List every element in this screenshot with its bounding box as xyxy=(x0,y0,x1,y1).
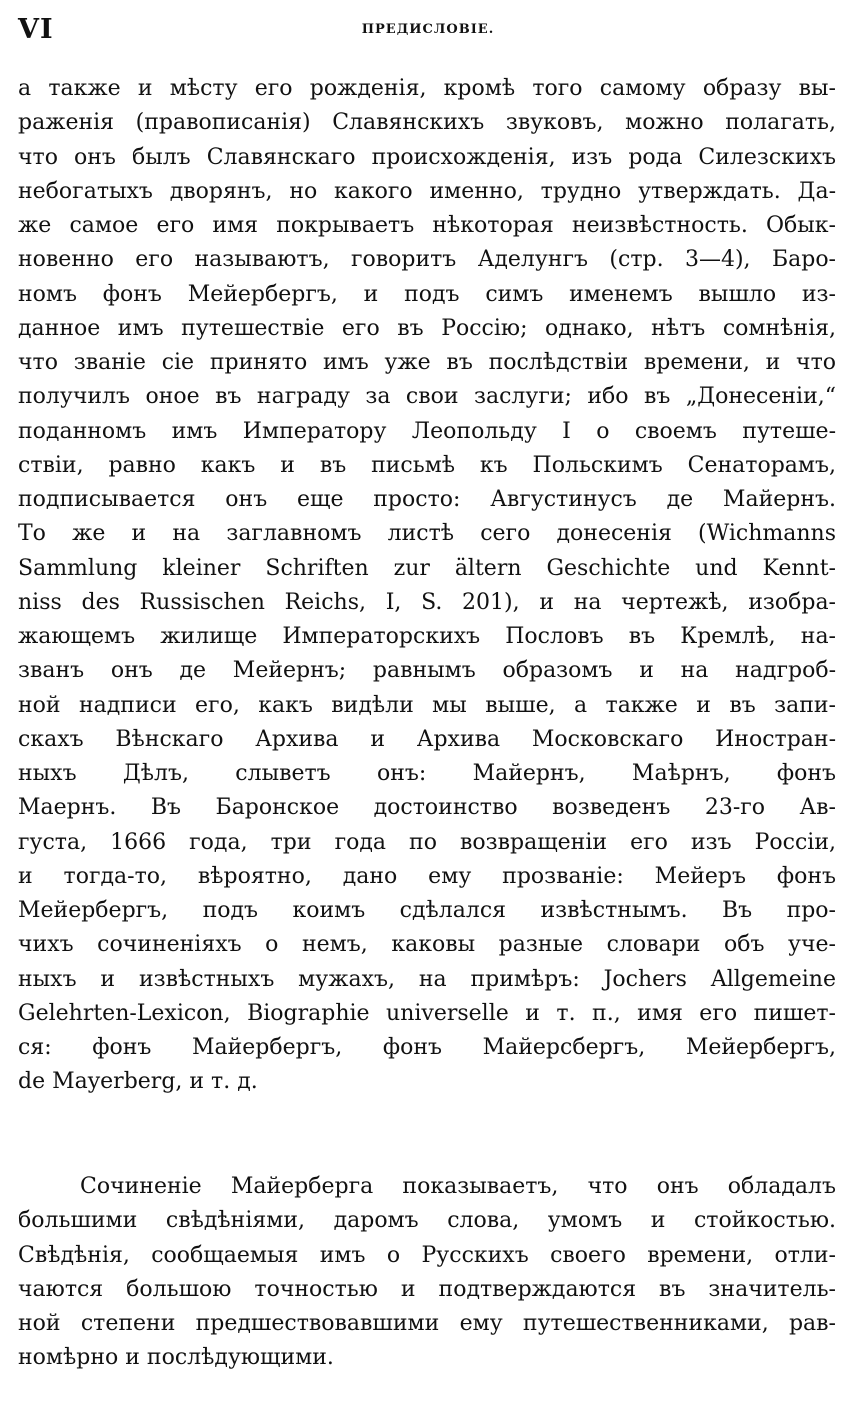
paragraph-2 xyxy=(18,1170,836,1376)
text-line: Маернъ. Въ Баронское достоинство возведенъ 23-го Ав- xyxy=(18,795,836,821)
text-line: получилъ оное въ награду за свои заслуги; ибо въ „Донесеніи,“ xyxy=(18,384,836,410)
text-line: Sammlung kleiner Schriften zur ältern Geschichte und Kennt- xyxy=(18,555,836,581)
text-line: de Mayerberg, и т. д. xyxy=(18,1069,258,1095)
text-line: Мейербергъ, подъ коимъ сдѣлался извѣстнымъ. Въ про- xyxy=(18,898,836,923)
text-line: ся: фонъ Майербергъ, фонъ Майерсбергъ, Мейербергъ, xyxy=(18,1035,836,1060)
text-line: чихъ сочиненіяхъ о немъ, каковы разные словари объ уче- xyxy=(18,932,836,958)
text-line: скахъ Вѣнскаго Архива и Архива Московскаго Иностран- xyxy=(18,726,836,752)
text-line: Gelehrten-Lexicon, Biographie universelle и т. п., имя его пишет- xyxy=(18,1000,836,1026)
text-line: ной степени предшествовавшими ему путешественниками, рав- xyxy=(18,1311,836,1336)
text-line: подписывается онъ еще просто: Августинусъ де Майернъ. xyxy=(18,487,836,512)
text-line: большими свѣдѣніями, даромъ слова, умомъ и стойкостью. xyxy=(18,1208,836,1234)
text-line: званъ онъ де Мейернъ; равнымъ образомъ и на надгроб- xyxy=(18,658,836,684)
text-line: же самое его имя покрываетъ нѣкоторая неизвѣстность. Обык- xyxy=(18,213,836,238)
text-line: чаются большою точностью и подтверждаются въ значитель- xyxy=(18,1276,836,1302)
text-line: номъ фонъ Мейербергъ, и подъ симъ именемъ вышло из- xyxy=(18,281,836,307)
text-line: Свѣдѣнія, сообщаемыя имъ о Русскихъ своего времени, отли- xyxy=(18,1242,836,1268)
text-line: данное имъ путешествіе его въ Россію; однако, нѣтъ сомнѣнія, xyxy=(18,315,836,341)
text-line: и тогда-то, вѣроятно, дано ему прозваніе: Мейеръ фонъ xyxy=(18,863,836,889)
text-line: номѣрно и послѣдующими. xyxy=(18,1345,334,1371)
text-line: раженія (правописанія) Славянскихъ звуковъ, можно полагать, xyxy=(18,110,836,136)
text-line: niss des Russischen Reichs, I, S. 201), и на чертежѣ, изобра- xyxy=(18,589,836,615)
text-line: жающемъ жилище Императорскихъ Пословъ въ Кремлѣ, на- xyxy=(18,624,836,649)
text-line: ныхъ Дѣлъ, слыветъ онъ: Майернъ, Маѣрнъ, фонъ xyxy=(18,761,836,786)
page-number: VI xyxy=(18,14,54,45)
paragraph-1 xyxy=(18,72,836,1100)
running-head: ПРЕДИСЛОВІЕ. xyxy=(361,22,495,37)
page-header xyxy=(18,14,838,50)
text-line: поданномъ имъ Императору Леопольду I о своемъ путеше- xyxy=(18,418,836,444)
text-line: густа, 1666 года, три года по возвращеніи его изъ Россіи, xyxy=(18,829,836,855)
text-line: Сочиненіе Майерберга показываетъ, что онъ обладалъ xyxy=(80,1174,836,1199)
text-line: а также и мѣсту его рожденія, кромѣ того самому образу вы- xyxy=(18,76,836,101)
text-line: новенно его называютъ, говоритъ Аделунгъ (стр. 3—4), Баро- xyxy=(18,247,836,273)
text-line: ной надписи его, какъ видѣли мы выше, а также и въ запи- xyxy=(18,692,836,718)
text-line: ныхъ и извѣстныхъ мужахъ, на примѣръ: Jochers Allgemeine xyxy=(18,966,836,992)
text-line: что онъ былъ Славянскаго происхожденія, изъ рода Силезскихъ xyxy=(18,144,836,170)
text-line: ствіи, равно какъ и въ письмѣ къ Польскимъ Сенаторамъ, xyxy=(18,452,836,478)
text-line: То же и на заглавномъ листѣ сего донесенія (Wichmanns xyxy=(18,521,836,547)
text-line: небогатыхъ дворянъ, но какого именно, трудно утверждать. Да- xyxy=(18,178,836,204)
text-line: что званіе сіе принято имъ уже въ послѣдствіи времени, и что xyxy=(18,350,836,375)
